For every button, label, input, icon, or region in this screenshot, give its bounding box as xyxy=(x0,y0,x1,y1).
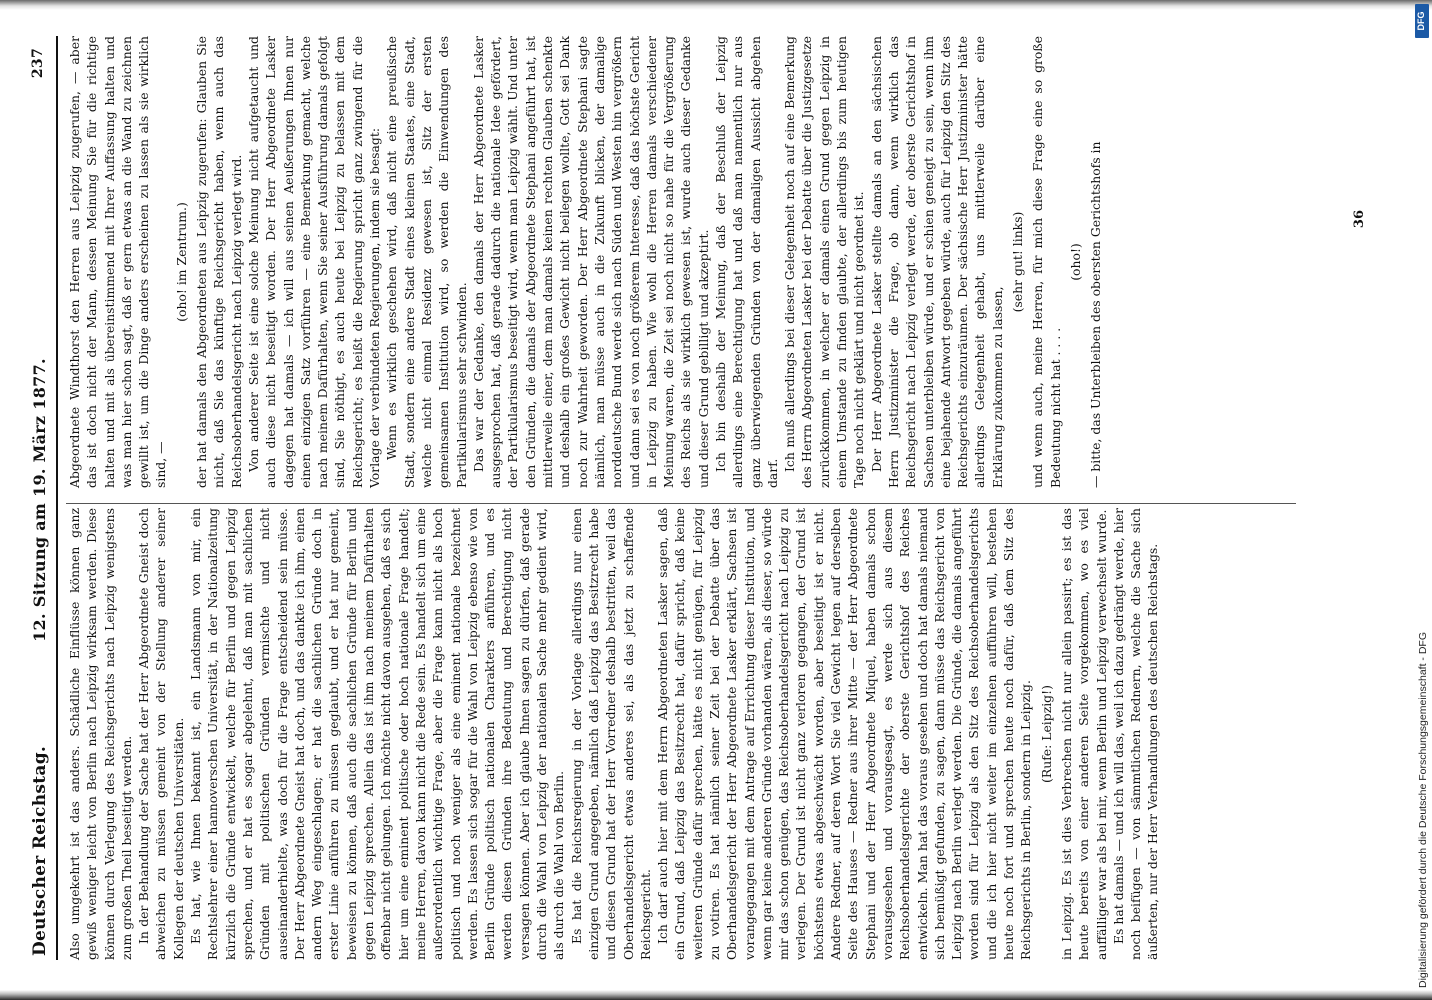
paragraph: Das war der Gedanke, den damals der Herr Abgeordnete Lasker ausgesprochen hat, daß gerade dadurch die nationale Idee gefördert, der Partikularismus beseitigt wird, wenn man Leipzig wählt. Und unter den Gründen, die damals der Abgeordnete Stephani angeführt hat, ist mittlerweile einer, dem man damals keinen rechten Glauben schenkte und deshalb ein großes Gewicht nicht beilegen wollte, Gott sei Dank noch zur Wahrheit geworden. Der Herr Abgeordnete Stephani sagte nämlich, man müsse auch in die Zukunft blicken, der damalige norddeutsche Bund werde sich nach Süden und Westen hin vergrößern und dann sei es von noch größerem Interesse, daß das höchste Gericht in Leipzig zu haben. Wie wohl die Herren damals verschiedener Meinung waren, die Zeit sei noch nicht so nahe für die Vergrößerung des Reichs als sie wirklich gewesen ist, wurde auch dieser Gedanke und dieser Grund gebilligt und akzeptirt. xyxy=(470,36,711,488)
paragraph: Es hat damals — und ich will das, weil ich dazu gedrängt werde, hier noch beifügen — von sämmtlichen Rednern, welche die Sache sich äußerten, nur der Herr Verhandlungen des deutschen Reichstags. xyxy=(1110,508,1161,960)
interjection: (Rufe: Leipzig!) xyxy=(1038,685,1054,783)
dfg-logo-label: DFG xyxy=(1416,11,1426,31)
text-column-left xyxy=(66,508,1162,960)
paragraph: Von anderer Seite ist eine solche Meinung nicht aufgetaucht und auch diese nicht beseitigt worden. Der Herr Abgeordnete Lasker dagegen hat damals — ich will aus seinen Aeußerungen Ihnen nur einen einzigen Satz vorführen — eine Bemerkung gemacht, welche nach meinem Dafürhalten, wenn Sie seiner Ausführung damals gefolgt sind, Sie nöthigt, es auch heute bei Leipzig zu belassen mit dem Reichsgericht; es heißt die Regierung spricht ganz zwingend für die Vorlage der verbündeten Regierungen, indem sie besagt: xyxy=(245,36,383,488)
paragraph: Abgeordnete Windthorst den Herren aus Leipzig zugerufen, — aber das ist doch nicht der Mann, dessen Meinung Sie für die richtige halten und mit als übereinstimmend mit Ihrer Auffassung halten und was man hier schon sagt, daß er gern etwas an die Wand zu zeichnen gewillt ist, um die Dinge anders erscheinen zu lassen als sie wirklich sind, — xyxy=(67,36,169,488)
paragraph: in Leipzig. Es ist dies Verbrechen nicht nur allein passirt; es ist das heute bereits von einer anderen Seite vorgekommen, wo es viel auffälliger war als bei mir, wenn Berlin und Leipzig verwechselt wurde. xyxy=(1058,508,1109,960)
paragraph: Es hat, wie Ihnen bekannt ist, ein Landsmann von mir, ein Rechtslehrer einer hannoverschen Universität, in der Nationalzeitung kürzlich die Gründe entwickelt, welche für Berlin und gegen Leipzig sprechen, und er hat es sogar abgelehnt, daß man mit sachlichen Gründen mit politischen Gründen vermischte und nicht auseinanderhielte, was doch für die Frage entscheidend sein müsse. Der Herr Abgeordnete Gneist hat doch, und das dankte ich ihm, einen andern Weg eingeschlagen; er hat die sachlichen Gründe doch in erster Linie anführen zu müssen geglaubt, und er hat nur gemeint, beweisen zu können, daß auch die sachlichen Gründe für Berlin und gegen Leipzig sprechen. Allein das ist ihm nach meinem Dafürhalten offenbar nicht gelungen. Ich möchte nicht davon ausgehen, daß es sich hier um eine eminent politische oder hoch nationale Frage handelt; meine Herren, davon kann nicht die Rede sein. Es handelt sich um eine außerordentlich wichtige Frage, aber die Frage kann nicht als hoch politisch und noch weniger als eine eminent nationale bezeichnet werden. Es lassen sich sogar für die Wahl von Leipzig ebenso wie von Berlin Gründe politisch nationalen Charakters anführen, und es werden diesen Gründen ihre Bedeutung und Berechtigung nicht versagen können. Aber ich glaube Ihnen sagen zu dürfen, daß gerade durch die Wahl von Leipzig der nationalen Sache mehr gedient wird, als durch die Wahl von Berlin. xyxy=(188,508,567,960)
text-column-right xyxy=(66,36,1105,488)
header-rule xyxy=(56,36,58,960)
running-header-session: 12. Sitzung am 19. März 1877. xyxy=(30,358,49,642)
interjection: (oho! im Zentrum.) xyxy=(173,202,189,322)
interjection: (sehr gut! links) xyxy=(1010,211,1026,313)
digitization-credit-strip xyxy=(1410,0,1432,1000)
paragraph: und wenn auch, meine Herren, für mich diese Frage eine so große Bedeutung nicht hat . . . . xyxy=(1030,36,1063,488)
interjection: (oho!) xyxy=(1067,243,1083,281)
paragraph: Der Herr Abgeordnete Lasker stellte damals an den sächsischen Herrn Justizminister die Frage, ob dann, wenn wirklich das Reichsgericht nach Leipzig verlegt werde, der oberste Gerichtshof in Sachsen unterbleiben würde, und er schien geneigt zu sein, wenn ihm eine bejahende Antwort gegeben würde, auch für Leipzig den Sitz des Reichsgerichts einzuräumen. Der sächsische Herr Justizminister hätte allerdings Gelegenheit gehabt, uns mittlerweile darüber eine Erklärung zukommen zu lassen, xyxy=(868,36,1005,488)
paragraph: In der Behandlung der Sache hat der Herr Abgeordnete Gneist doch abweichen zu müssen gemeint von der Stellung anderer seiner Kollegen der deutschen Universitäten. xyxy=(136,508,186,960)
paragraph: der hat damals den Abgeordneten aus Leipzig zugerufen: Glauben Sie nicht, daß Sie das künftige Reichsgericht haben, wenn auch das Reichsoberhandelsgericht nach Leipzig verlegt wird. xyxy=(194,36,244,488)
signature-mark: 36 xyxy=(1352,210,1367,229)
paragraph: — bitte, das Unterbleiben des obersten Gerichtshofs in xyxy=(1088,141,1104,488)
paragraph: Es hat die Reichsregierung in der Vorlage allerdings nur einen einzigen Grund angegeben, nämlich daß Leipzig das Besitzrecht habe und diesen Grund hat der Herr Vorredner deshalb bestritten, weil das Oberhandelsgericht etwas anderes sei, als das jetzt zu schaffende Reichsgericht. xyxy=(568,508,653,960)
paragraph: Ich bin deshalb der Meinung, daß der Beschluß der Leipzig allerdings eine Berechtigung hat und daß man namentlich nur aus ganz überwiegenden Gründen von der damaligen Aussicht abgehen darf. xyxy=(712,36,780,488)
paragraph: Ich muß allerdings bei dieser Gelegenheit noch auf eine Bemerkung des Herrn Abgeordneten Lasker bei der Debatte über die Justizgesetze zurückkommen, in welcher er damals einen Grund gegen Leipzig in einem Umstande zu finden glaubte, der allerdings bis zum heutigen Tage noch nicht geklärt und nicht geordnet ist. xyxy=(782,36,867,488)
paragraph: Also umgekehrt ist das anders. Schädliche Einflüsse können ganz gewiß weniger leicht von Berlin nach Leipzig wirksam werden. Diese können durch Verlegung des Reichsgerichts nach Leipzig wenigstens zum großen Theil beseitigt werden. xyxy=(67,508,134,960)
paragraph: Wenn es wirklich geschehen wird, daß nicht eine preußische Stadt, sondern eine andere Stadt eines kleinen Staates, eine Stadt, welche nicht einmal Residenz gewesen ist, Sitz der ersten gemeinsamen Institution wird, so werden die Einwendungen des Partikularismus sehr schwinden. xyxy=(384,36,469,488)
page-edge-right-shadow xyxy=(0,0,1432,10)
page-edge-left-shadow xyxy=(0,990,1432,1000)
digitization-credit-text: Digitalisierung gefördert durch die Deutsche Forschungsgemeinschaft - DFG xyxy=(1417,631,1429,988)
running-header-title: Deutscher Reichstag. xyxy=(30,745,50,956)
page-number: 237 xyxy=(30,48,46,79)
paragraph: Ich darf auch hier mit dem Herrn Abgeordneten Lasker sagen, daß ein Grund, daß Leipzig das Besitzrecht hat, dafür spricht, daß keine weiteren Gründe dafür sprechen, hätte es nicht genügen, für Leipzig zu votiren. Es hat nämlich seiner Zeit bei der Debatte über das Oberhandelsgericht der Herr Abgeordnete Lasker erklärt, Sachsen ist vorangegangen mit dem Antrage auf Errichtung dieser Institution, und wenn gar keine anderen Gründe vorhanden wären, als dieser, so würde mir das schon genügen, das Reichsoberhandelsgericht nach Leipzig zu verlegen. Der Grund ist nicht ganz verloren gegangen, der Grund ist höchstens etwas abgeschwächt worden, aber beseitigt ist er nicht. Andere Redner, auf deren Wort Sie viel Gewicht legen auf derselben Seite des Hauses — Redner aus ihrer Mitte — der Herr Abgeordnete Stephani und der Herr Abgeordnete Miquel, haben damals schon vorausgesehen und vorausgesagt, es werde sich aus diesem Reichsoberhandelsgerichte der oberste Gerichtshof des Reiches entwickeln. Man hat das voraus gesehen und doch hat damals niemand sich bemüßigt gefunden, zu sagen, dann müsse das Reichsgericht von Leipzig nach Berlin verlegt werden. Die Gründe, die damals angeführt worden sind für Leipzig als den Sitz des Reichsoberhandelsgerichts und die ich hier nicht weiter im einzelnen aufführen will, bestehen heute noch fort und sprechen heute noch dafür, daß dem Sitz des Reichsgerichts in Berlin, sondern in Leipzig. xyxy=(655,508,1034,960)
column-divider xyxy=(66,503,1296,504)
